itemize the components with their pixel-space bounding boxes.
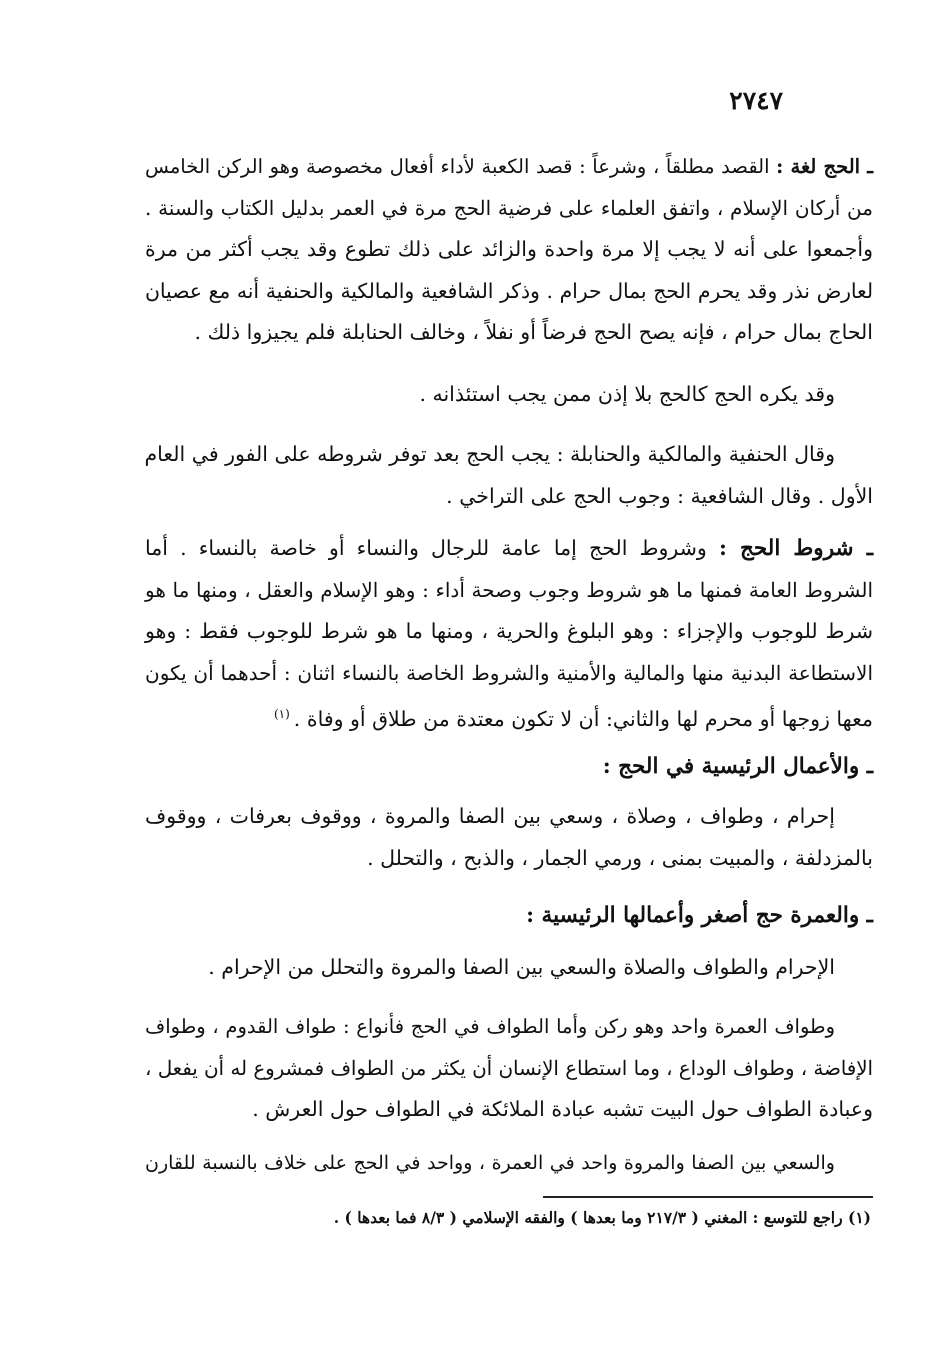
text-line: شرط للوجوب والإجزاء : وهو البلوغ والحرية ، ومنها ما هو شرط للوجوب فقط : وهو (145, 619, 873, 643)
text-line: الشروط العامة فمنها ما هو شروط وجوب وصحة أداء : وهو الإسلام والعقل ، ومنها ما هو (145, 577, 873, 602)
text-line: القصد مطلقاً ، وشرعاً : قصد الكعبة لأداء أفعال مخصوصة وهو الركن الخامس (145, 155, 770, 178)
paragraph-umrah (145, 947, 873, 989)
paragraph-tawaf (145, 1006, 873, 1131)
paragraph-main-acts (145, 796, 873, 879)
footnote: (١) راجع للتوسع : المغني ( ٢١٧/٣ وما بعدها ) والفقه الإسلامي ( ٨/٣ فما بعدها ) . (333, 1208, 871, 1227)
page-number: ٢٧٤٧ (729, 86, 783, 115)
text-line: الحاج بمال حرام ، فإنه يصح الحج فرضاً أو نفلاً ، وخالف الحنابلة فلم يجيزوا ذلك . (194, 320, 873, 344)
text-line: الإحرام والطواف والصلاة والسعي بين الصفا والمروة والتحلل من الإحرام . (208, 955, 835, 979)
text-line: إحرام ، وطواف ، وصلاة ، وسعي بين الصفا والمروة ، ووقوف بعرفات ، ووقوف (145, 804, 835, 828)
text-line: الاستطاعة البدنية منها والمالية والأمنية والشروط الخاصة بالنساء اثنان : أحدهما أن يكون (145, 660, 873, 685)
paragraph-conditions (145, 528, 873, 740)
text-line: الإفاضة ، وطواف الوداع ، وما استطاع الإنسان أن يكثر من الطواف فمشروع له أن يفعل ، (145, 1056, 873, 1080)
footnote-reference: (١) (273, 707, 290, 721)
text-line: وقد يكره الحج كالحج بلا إذن ممن يجب استئذانه . (419, 382, 835, 406)
text-line: وشروط الحج إما عامة للرجال والنساء أو خاصة بالنساء . أما (145, 536, 707, 560)
heading-main-acts: ـ والأعمال الرئيسية في الحج : (602, 754, 873, 779)
paragraph-timing (145, 434, 873, 517)
text-line: معها زوجها أو محرم لها والثاني: أن لا تكون معتدة من طلاق أو وفاة . (293, 706, 873, 731)
text-line: وطواف العمرة واحد وهو ركن وأما الطواف في الحج فأنواع : طواف القدوم ، وطواف (145, 1015, 835, 1038)
text-line: وقال الحنفية والمالكية والحنابلة : يجب الحج بعد توفر شروطه على الفور في العام (144, 442, 835, 466)
paragraph-hajj-definition (145, 146, 873, 354)
text-line: بالمزدلفة ، والمبيت بمنى ، ورمي الجمار ، والذبح ، والتحلل . (367, 845, 873, 870)
paragraph-makruh (145, 374, 873, 416)
text-line: لعارض نذر وقد يحرم الحج بمال حرام . وذكر الشافعية والمالكية والحنفية أنه مع عصيان (145, 278, 873, 303)
text-line: والسعي بين الصفا والمروة واحد في العمرة ، وواحد في الحج على خلاف بالنسبة للقارن (145, 1152, 835, 1174)
section-main-acts (145, 746, 873, 788)
text-line: من أركان الإسلام ، واتفق العلماء على فرضية الحج مرة في العمر بدليل الكتاب والسنة . (145, 195, 873, 220)
paragraph-sai (145, 1143, 873, 1185)
text-line: وأجمعوا على أنه لا يجب إلا مرة واحدة والزائد على ذلك تطوع وقد يجب أكثر من مرة (145, 237, 873, 261)
footnote-divider (543, 1196, 873, 1198)
text-line: الأول . وقال الشافعية : وجوب الحج على التراخي . (446, 483, 873, 508)
heading-conditions: ـ شروط الحج : (718, 536, 873, 561)
text-line: وعبادة الطواف حول البيت تشبه عبادة الملائكة في الطواف حول العرش . (252, 1097, 873, 1121)
section-umrah (145, 895, 873, 937)
heading-umrah: ـ والعمرة حج أصغر وأعمالها الرئيسية : (526, 903, 873, 928)
term-hajj: ـ الحج لغة : (776, 155, 873, 178)
